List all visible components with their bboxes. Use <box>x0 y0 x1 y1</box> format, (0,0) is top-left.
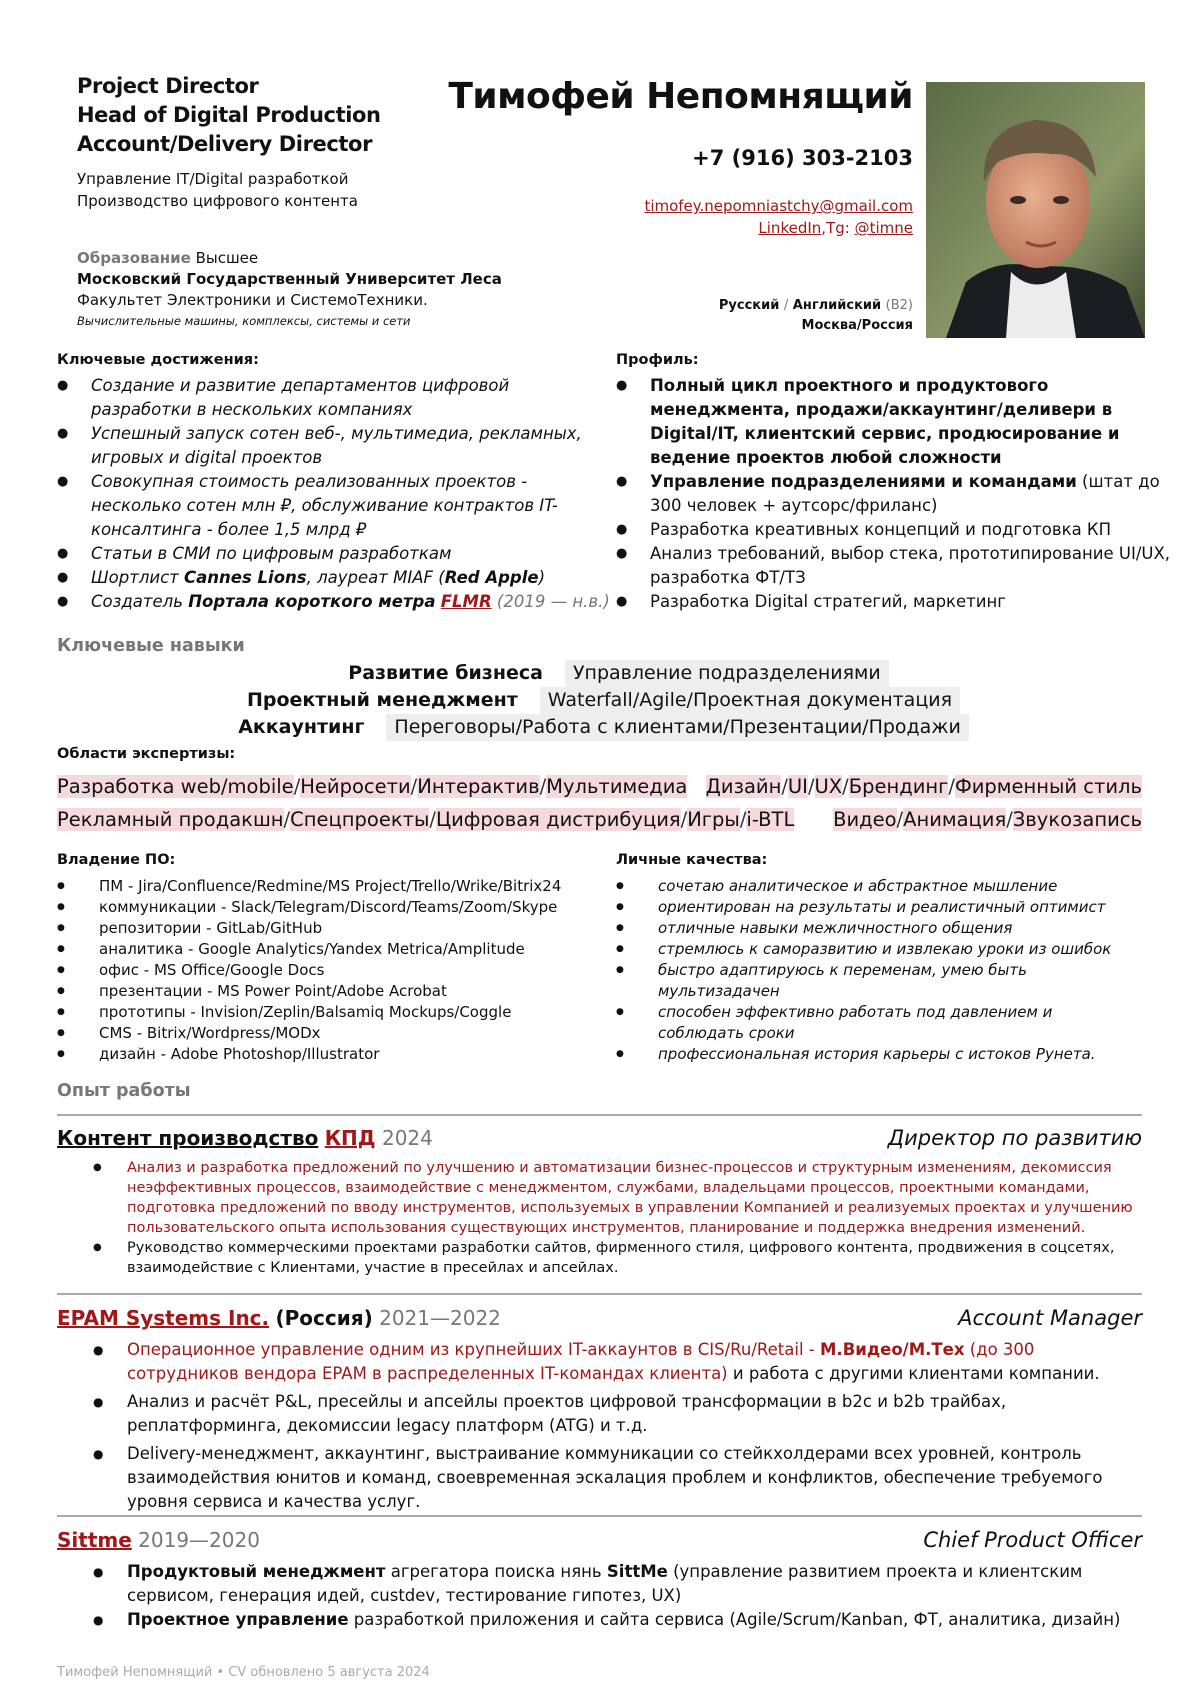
list-item <box>93 1560 1142 1608</box>
tag: UX <box>814 775 843 798</box>
faculty: Факультет Электроники и СистемоТехники. <box>77 291 428 309</box>
list-item: ● Руководство коммерческими проектами разработки сайтов, фирменного стиля, цифрового контента, продвижения в соцсетях, взаимодействие с Клиентами, участие в пресейлах и апсейлах. <box>93 1238 1142 1278</box>
tag-row <box>706 772 1142 802</box>
list-item: ● Успешный запуск сотен веб-, мультимедиа, рекламных, игровых и digital проектов <box>57 422 597 470</box>
person-name: Тимофей Непомнящий <box>448 76 913 117</box>
skills-block <box>0 660 1199 741</box>
email-link[interactable]: timofey.nepomniastchy@gmail.com <box>644 197 913 215</box>
university: Московский Государственный Университет Леса <box>77 270 502 288</box>
tag: Разработка web/mobile <box>57 775 294 798</box>
tag: Рекламный продакшн <box>57 808 284 831</box>
text: и работа с другими клиентами компании. <box>727 1364 1100 1383</box>
company-link[interactable]: КПД <box>324 1126 376 1150</box>
tag-row <box>833 805 1142 835</box>
tag: Брендинг <box>848 775 949 798</box>
company-link[interactable]: EPAM Systems Inc. <box>57 1306 270 1330</box>
subtitle-line: Управление IT/Digital разработкой <box>77 170 349 188</box>
text: Проектное управление <box>127 1610 349 1629</box>
job-years: 2021—2022 <box>379 1306 501 1330</box>
list-item: ● коммуникации - Slack/Telegram/Discord/Teams/Zoom/Skype <box>57 897 617 918</box>
skill-row <box>30 660 1199 687</box>
education-label: Образование <box>77 249 191 267</box>
list-item: ● Разработка креативных концепций и подготовка КП <box>616 518 1176 542</box>
tag: Дизайн <box>705 775 782 798</box>
profile-photo <box>926 82 1145 338</box>
role-title: Account/Delivery Director <box>77 132 373 156</box>
list-item: ● презентации - MS Power Point/Adobe Acrobat <box>57 981 617 1002</box>
flmr-link[interactable]: FLMR <box>440 592 492 611</box>
tag-row <box>57 772 687 802</box>
skill-value: Waterfall/Agile/Проектная документация <box>540 687 960 714</box>
tag-sep: / <box>739 808 747 831</box>
software-section <box>57 852 617 1065</box>
list-item: ● офис - MS Office/Google Docs <box>57 960 617 981</box>
profile-section <box>616 352 1176 614</box>
skill-key: Аккаунтинг <box>238 716 365 738</box>
divider <box>57 1114 1142 1116</box>
company-name: Контент производство <box>57 1126 319 1150</box>
expertise-section <box>57 746 235 762</box>
skill-value: Управление подразделениями <box>565 660 889 687</box>
skill-row <box>0 714 1199 741</box>
list-item: ● способен эффективно работать под давлением и соблюдать сроки <box>616 1002 1086 1044</box>
tag: i-BTL <box>746 808 795 831</box>
tag-sep: / <box>410 775 418 798</box>
linkedin-link[interactable]: LinkedIn <box>758 219 822 237</box>
list-item: ● Анализ требований, выбор стека, прототипирование UI/UX, разработка ФТ/ТЗ <box>616 542 1176 590</box>
tag: Звукозапись <box>1012 808 1142 831</box>
telegram-link[interactable]: @timne <box>854 219 913 237</box>
job-role: Директор по развитию <box>887 1126 1142 1150</box>
tag-sep: / <box>539 775 547 798</box>
text: (штат до 300 человек + аутсорс/фриланс) <box>650 472 1160 515</box>
divider <box>57 1515 1142 1517</box>
text: Управление подразделениями и командами <box>650 472 1077 491</box>
list-item: ● сочетаю аналитическое и абстрактное мышление <box>616 876 1136 897</box>
tag-sep: / <box>293 775 301 798</box>
role-title: Project Director <box>77 74 259 98</box>
text: Операционное управление одним из крупнейших IT-аккаунтов в CIS/Ru/Retail - <box>127 1340 820 1359</box>
text: ) <box>538 568 545 587</box>
text: агрегатора поиска нянь <box>385 1562 607 1581</box>
list-item: ● Delivery-менеджмент, аккаунтинг, выстраивание коммуникации со стейкхолдерами всех уровней, контроль взаимодействия юнитов и команд, своевременная эскалация проблем и конфликтов, обеспечение требуемого уровня сервиса и качества услуг. <box>93 1442 1142 1514</box>
list-item <box>57 590 610 614</box>
list-item: ● быстро адаптируюсь к переменам, умею быть мультизадачен <box>616 960 1056 1002</box>
skills-title: Ключевые навыки <box>57 636 245 656</box>
list-item: ● репозитории - GitLab/GitHub <box>57 918 617 939</box>
experience-title: Опыт работы <box>57 1081 191 1101</box>
creator-years: (2019 — н.в.) <box>496 592 610 611</box>
tag-row <box>57 805 794 835</box>
list-item: ● дизайн - Adobe Photoshop/Illustrator <box>57 1044 617 1065</box>
specialty: Вычислительные машины, комплексы, системы и сети <box>77 314 411 328</box>
tag: Интерактив <box>417 775 540 798</box>
job-epam <box>57 1306 1142 1518</box>
text: Продуктовый менеджмент <box>127 1562 386 1581</box>
text: Шортлист <box>91 568 185 587</box>
education-level: Высшее <box>195 249 259 267</box>
tg-label: Tg: <box>826 219 850 237</box>
divider <box>57 1293 1142 1295</box>
tag: Нейросети <box>300 775 411 798</box>
expertise-tags <box>0 772 1199 842</box>
tag-sep: / <box>807 775 815 798</box>
red-apple: Red Apple <box>444 568 539 587</box>
portal-name: Портала короткого метра <box>188 592 436 611</box>
comma: , <box>821 219 827 237</box>
list-item: ● CMS - Bitrix/Wordpress/MODx <box>57 1023 617 1044</box>
tag: Мультимедиа <box>546 775 688 798</box>
list-item: ● ориентирован на результаты и реалистичный оптимист <box>616 897 1136 918</box>
qualities-title: Личные качества: <box>616 852 768 868</box>
tag: Анимация <box>903 808 1007 831</box>
text: (до 300 сотрудников вендора EPAM в распределенных IT-командах клиента) <box>127 1340 1035 1383</box>
role-title: Head of Digital Production <box>77 103 381 127</box>
list-item: ● Создание и развитие департаментов цифровой разработки в нескольких компаниях <box>57 374 597 422</box>
tag-sep: / <box>842 775 849 798</box>
list-item: ● профессиональная история карьеры с истоков Рунета. <box>616 1044 1136 1065</box>
list-item: ● стремлюсь к саморазвитию и извлекаю уроки из ошибок <box>616 939 1136 960</box>
list-item: ● Совокупная стоимость реализованных проектов - несколько сотен млн ₽, обслуживание контрактов IT-консалтинга - более 1,5 млрд ₽ <box>57 470 597 542</box>
tag-sep: / <box>896 808 904 831</box>
list-item: ● прототипы - Invision/Zeplin/Balsamiq Mockups/Coggle <box>57 1002 617 1023</box>
text: (управление развитием проекта и клиентским сервисом, генерация идей, custdev, тестирование гипотез, UX) <box>127 1562 1083 1605</box>
software-title: Владение ПО: <box>57 852 176 868</box>
education-block <box>77 248 502 332</box>
languages <box>719 296 913 336</box>
tag-sep: / <box>283 808 291 831</box>
text: Создатель <box>91 592 189 611</box>
list-item: ● Статьи в СМИ по цифровым разработкам <box>57 542 597 566</box>
list-item: ● Анализ и разработка предложений по улучшению и автоматизации бизнес-процессов и структурным изменениям, декомиссия неэффективных процессов, взаимодействие с менеджментом, службами, владельцами процессов, проектными командами, подготовка предложений по вводу инструментов, используемых в управлении Компанией и реализуемых проектах и улучшению пользовательского опыта использования существующих инструментов, планирование и поддержка внедрения изменений. <box>93 1158 1142 1238</box>
job-role: Chief Product Officer <box>923 1528 1142 1552</box>
text: SittMe <box>606 1562 668 1581</box>
tag-sep: / <box>948 775 955 798</box>
list-item <box>93 1608 1142 1632</box>
company-link[interactable]: Sittme <box>57 1528 132 1552</box>
list-item: ● Полный цикл проектного и продуктового менеджмента, продажи/аккаунтинг/деливери в Digital/IT, клиентский сервис, продюсирование и ведение проектов любой сложности <box>616 374 1176 470</box>
tag: Цифровая дистрибуция <box>435 808 681 831</box>
footer: Тимофей Непомнящий • CV обновлено 5 августа 2024 <box>57 1665 430 1680</box>
contacts <box>644 195 913 239</box>
list-item <box>57 566 597 590</box>
text: , лауреат MIAF ( <box>306 568 445 587</box>
tag: UI <box>787 775 808 798</box>
tag-sep: / <box>680 808 688 831</box>
achievements-title: Ключевые достижения: <box>57 352 259 368</box>
role-titles <box>77 72 381 159</box>
company-country: (Россия) <box>275 1306 373 1330</box>
phone-number[interactable]: +7 (916) 303-2103 <box>692 146 913 170</box>
achievements-section <box>57 352 610 614</box>
job-years: 2019—2020 <box>138 1528 260 1552</box>
client-name: М.Видео/М.Тех <box>820 1340 965 1359</box>
tag-sep: / <box>429 808 436 831</box>
subtitle-line: Производство цифрового контента <box>77 192 358 210</box>
profile-title: Профиль: <box>616 352 699 368</box>
tag-sep: / <box>781 775 788 798</box>
subtitle <box>77 168 358 212</box>
tag: Видео <box>833 808 897 831</box>
list-item <box>93 1338 1142 1386</box>
skill-value: Переговоры/Работа с клиентами/Презентации/Продажи <box>386 714 968 741</box>
lang-separator: / <box>783 298 789 313</box>
portrait-image <box>926 82 1145 338</box>
tag: Фирменный стиль <box>954 775 1142 798</box>
job-role: Account Manager <box>958 1306 1142 1330</box>
location: Москва/Россия <box>801 318 913 333</box>
cannes-lions: Cannes Lions <box>184 568 307 587</box>
tag-sep: / <box>1006 808 1013 831</box>
text: разработкой приложения и сайта сервиса (Agile/Scrum/Kanban, ФТ, аналитика, дизайн) <box>348 1610 1121 1629</box>
tag: Игры <box>687 808 740 831</box>
job-years: 2024 <box>381 1126 433 1150</box>
skill-key: Развитие бизнеса <box>348 662 543 684</box>
job-kpd <box>57 1126 1142 1278</box>
qualities-section <box>616 852 1176 1065</box>
lang-en-level: (B2) <box>885 298 913 313</box>
lang-ru: Русский <box>718 298 780 313</box>
lang-en: Английский <box>792 298 882 313</box>
skill-key: Проектный менеджмент <box>246 689 518 711</box>
list-item <box>616 470 1176 518</box>
tag: Спецпроекты <box>290 808 430 831</box>
list-item: ● Разработка Digital стратегий, маркетинг <box>616 590 1176 614</box>
job-sittme <box>57 1528 1142 1632</box>
list-item: ● отличные навыки межличностного общения <box>616 918 1136 939</box>
list-item: ● ПМ - Jira/Confluence/Redmine/MS Project/Trello/Wrike/Bitrix24 <box>57 876 617 897</box>
expertise-title: Области экспертизы: <box>57 746 236 762</box>
skill-row <box>0 687 1199 714</box>
list-item: ● аналитика - Google Analytics/Yandex Metrica/Amplitude <box>57 939 617 960</box>
list-item: ● Анализ и расчёт P&L, пресейлы и апсейлы проектов цифровой трансформации в b2c и b2b трайбах, реплатформинга, декомиссии legacy платформ (ATG) и т.д. <box>93 1390 1142 1438</box>
